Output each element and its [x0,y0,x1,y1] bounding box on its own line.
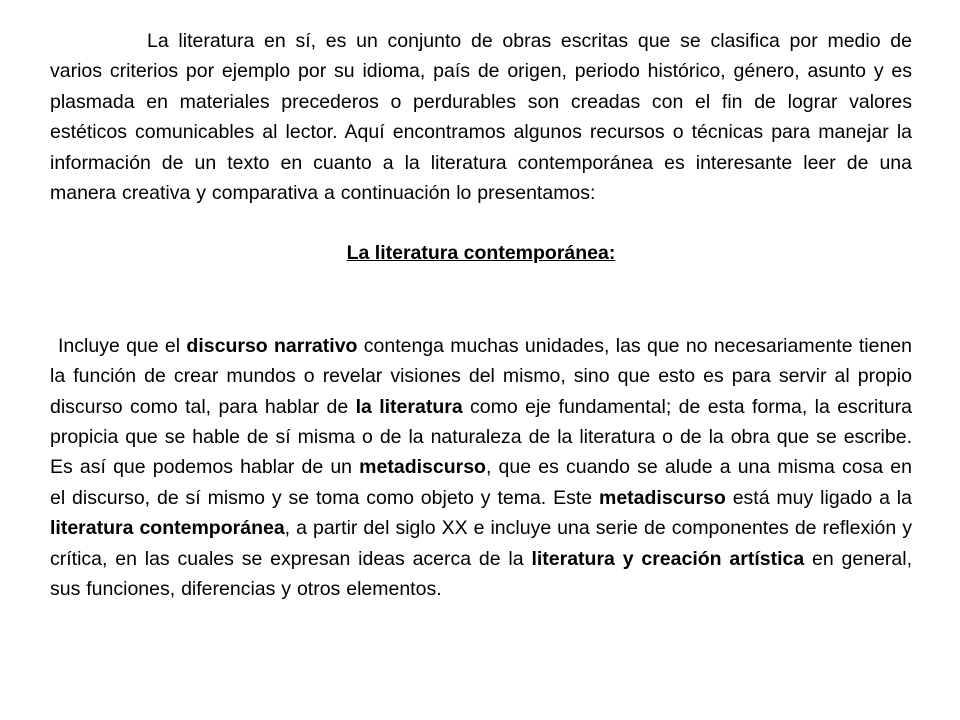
body-run-bold: la literatura [355,395,463,418]
body-run: en general, sus funciones, diferencias y otros elementos. [50,547,913,601]
intro-paragraph: La literatura en sí, es un conjunto de obras escritas que se clasifica por medio de varios criterios por ejemplo por su idioma, país de origen, periodo histórico, género, asunto y es plasmada en materiales precederos o perdurables son creadas con el fin de lograr valores estéticos comunicables al lector. Aquí encontramos algunos recursos o técnicas para manejar la información de un texto en cuanto a la literatura contemporánea es interesante leer de una manera creativa y comparativa a continuación lo presentamos: [50,30,912,205]
body-run: , a partir del siglo XX e incluye una serie de componentes de reflexión y crítica, en las cuales se expresan ideas acerca de la [50,517,912,570]
body-run-bold: discurso narrativo [186,334,358,357]
body-run: está muy ligado a la [725,486,912,509]
body-run-bold: metadiscurso [599,486,726,509]
section-heading: La literatura contemporánea: [346,242,616,265]
body-paragraph [50,331,912,605]
body-run: como eje fundamental; de esta forma, la escritura propicia que se hable de sí misma o de la naturaleza de la literatura o de la obra que se escribe. Es así que podemos hablar de un [50,395,912,479]
body-run: contenga muchas unidades, las que no necesariamente tienen la función de crear mundos o revelar visiones del mismo, sino que esto es para servir al propio discurso como tal, para hablar de [50,334,912,418]
body-run-bold: literatura contemporánea [50,517,285,540]
body-run: , que es cuando se alude a una misma cosa en el discurso, de sí mismo y se toma como objeto y tema. Este [50,456,912,509]
body-run: Incluye que el [58,334,187,357]
document-page [50,26,912,605]
body-run-bold: literatura y creación artística [531,547,805,570]
body-run-bold: metadiscurso [359,456,486,479]
